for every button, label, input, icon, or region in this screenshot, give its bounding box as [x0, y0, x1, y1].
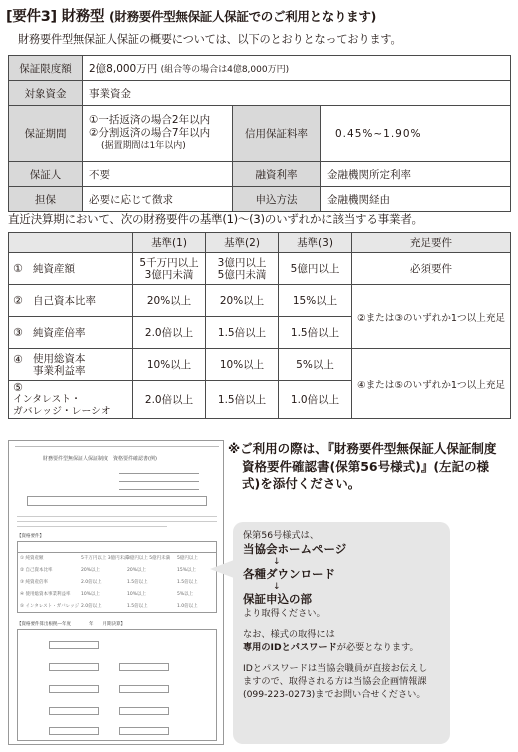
purpose-value: 事業資金: [83, 81, 511, 106]
bubble-arrow-1: ↓: [273, 557, 281, 567]
bubble-apply-section: 保証申込の部: [243, 592, 312, 606]
req-fulfil-1: 必須要件: [352, 253, 511, 285]
req-row-1-label: 純資産額: [33, 263, 75, 275]
section-tag: [要件3]: [6, 9, 57, 25]
intro-text: 財務要件型無保証人保証の概要については、以下のとおりとなっております。: [18, 33, 402, 46]
thumb-row-3-c: 1.5倍以上: [177, 580, 198, 585]
req-row-3-c1: 2.0倍以上: [133, 317, 206, 349]
req-row-4-label: 使用総資本 事業利益率: [33, 352, 86, 377]
req-header-3: 基準(3): [279, 233, 352, 253]
guarantor-value: 不要: [83, 162, 233, 187]
usage-note: [228, 440, 516, 493]
thumb-calc-field-4: [49, 685, 99, 693]
req-header-1: 基準(1): [133, 233, 206, 253]
req-row-1-c2: 3億円以上 5億円未満: [206, 253, 279, 285]
bubble-id-password: 専用のIDとパスワード: [243, 642, 337, 653]
thumb-row-1-b: 3億円以上 5億円未満: [127, 556, 171, 561]
limit-note: (組合等の場合は4億8,000万円): [160, 64, 290, 75]
term-line-1: ①一括返済の場合2年以内: [89, 114, 211, 126]
form-thumbnail: [8, 440, 224, 745]
section-title: [6, 5, 376, 26]
req-row-4-c1: 10%以上: [133, 349, 206, 381]
thumb-row-1-no: ①: [20, 556, 25, 561]
usage-note-line-3: 式)を添付ください。: [242, 476, 361, 491]
thumb-calc-field-8: [49, 727, 99, 735]
method-label: 申込方法: [233, 187, 321, 212]
thumb-text-line-3: [17, 526, 167, 527]
thumb-row-4-no: ④: [20, 592, 25, 597]
overview-table: [8, 55, 511, 212]
thumb-row-5-a: 2.0倍以上: [81, 604, 102, 609]
req-row-5-no: ⑤: [13, 381, 23, 394]
req-row-1-name: [9, 253, 133, 285]
req-row-1-no: ①: [13, 262, 23, 275]
term-line-3: (据置期間は1年以内): [101, 141, 186, 151]
req-row-2-name: [9, 285, 133, 317]
thumb-row-2-a: 20%以上: [81, 568, 101, 573]
thumb-req-header-line: [17, 552, 217, 553]
rate-label: 信用保証料率: [233, 106, 321, 162]
requirements-table: [8, 232, 511, 419]
bubble-homepage: 当協会ホームページ: [243, 542, 347, 556]
thumb-row-5-c: 1.0倍以上: [177, 604, 198, 609]
req-row-3-c3: 1.5倍以上: [279, 317, 352, 349]
req-header-blank: [9, 233, 133, 253]
thumb-row-4-name: 使用総資本事業利益率: [25, 592, 71, 597]
thumb-row-4-a: 10%以上: [81, 592, 101, 597]
req-row-5-label: インタレスト・ ガバレッジ・レーシオ: [13, 394, 111, 417]
purpose-label: 対象資金: [9, 81, 83, 106]
thumb-calc-field-7: [119, 707, 169, 715]
req-row-4-no: ④: [13, 352, 23, 366]
thumb-row-1-c: 5億円以上: [177, 556, 198, 561]
req-row-3-name: [9, 317, 133, 349]
thumb-header-line: [15, 446, 219, 447]
thumb-row-4-b: 10%以上: [127, 592, 147, 597]
bubble-tail: [210, 560, 234, 578]
bubble-line-4: が必要となります。: [336, 642, 419, 653]
bubble-line-7: (099-223-0273)までお問い合せください。: [243, 689, 426, 700]
bubble-arrow-2: ↓: [273, 582, 281, 592]
thumb-row-2-b: 20%以上: [127, 568, 147, 573]
req-row-5-c3: 1.0倍以上: [279, 381, 352, 419]
bubble-line-6: ますので、取得される方は当協会企画情報課: [243, 676, 427, 687]
req-fulfil-2: ②または③のいずれか1つ以上充足: [352, 285, 511, 349]
thumb-row-1-a: 5千万円以上 3億円未満: [81, 556, 129, 561]
thumb-calc-field-5: [119, 685, 169, 693]
req-row-4-name: [9, 349, 133, 381]
collateral-value: 必要に応じて徴求: [83, 187, 233, 212]
limit-cell: [83, 56, 511, 81]
thumb-row-3-name: 純資産倍率: [25, 580, 48, 585]
thumb-line-a: [119, 473, 199, 474]
thumb-title: 財務要件型無保証人保証制度 資格要件確認書(例): [43, 456, 157, 462]
requirements-lead: 直近決算期において、次の財務要件の基準(1)～(3)のいずれかに該当する事業者。: [8, 212, 423, 226]
thumb-calc-field-3: [119, 663, 169, 671]
limit-value: 2億8,000万円: [89, 62, 158, 75]
thumb-section-2: 【資格要件算出根拠―年度 年 月期決算】: [17, 622, 125, 627]
req-header-4: 充足要件: [352, 233, 511, 253]
method-value: 金融機関経由: [321, 187, 511, 212]
req-header-2: 基準(2): [206, 233, 279, 253]
bubble-line-1: 保第56号様式は、: [243, 530, 320, 541]
thumb-text-line-2: [17, 521, 217, 522]
thumb-line-b: [119, 481, 199, 482]
term-cell: [83, 106, 233, 162]
thumb-row-2-no: ②: [20, 568, 25, 573]
term-line-2: ②分割返済の場合7年以内: [89, 127, 211, 139]
bubble-download: 各種ダウンロード: [243, 567, 335, 581]
info-bubble: [233, 522, 450, 744]
thumb-calc-field-2: [49, 663, 99, 671]
req-row-4-c3: 5%以上: [279, 349, 352, 381]
thumb-row-3-a: 2.0倍以上: [81, 580, 102, 585]
section-name: 財務型: [61, 9, 105, 25]
thumb-row-5-no: ⑤: [20, 604, 25, 609]
loanrate-value: 金融機関所定利率: [321, 162, 511, 187]
loanrate-label: 融資利率: [233, 162, 321, 187]
rate-value: 0.45%~1.90%: [321, 106, 511, 162]
req-row-3-label: 純資産倍率: [33, 327, 86, 339]
thumb-calc-box: [17, 629, 217, 741]
thumb-calc-field-9: [119, 727, 169, 735]
req-row-1-c3: 5億円以上: [279, 253, 352, 285]
thumb-line-c: [119, 489, 199, 490]
req-row-5-name: [9, 381, 133, 419]
req-row-2-c2: 20%以上: [206, 285, 279, 317]
thumb-row-5-b: 1.5倍以上: [127, 604, 148, 609]
req-row-2-label: 自己資本比率: [33, 295, 96, 307]
req-row-2-c1: 20%以上: [133, 285, 206, 317]
thumb-calc-field-1: [49, 641, 99, 649]
bubble-line-5: IDとパスワードは当協会職員が直接お伝えし: [243, 663, 428, 674]
bubble-line-2: より取得ください。: [243, 608, 326, 619]
collateral-label: 担保: [9, 187, 83, 212]
thumb-name-box: [27, 496, 207, 506]
req-row-2-c3: 15%以上: [279, 285, 352, 317]
thumb-row-4-c: 5%以上: [177, 592, 194, 597]
usage-note-line-2: 資格要件確認書(保第56号様式)』(左記の様: [242, 458, 490, 474]
req-row-2-no: ②: [13, 294, 23, 307]
thumb-row-3-no: ③: [20, 580, 25, 585]
req-fulfil-3: ④または⑤のいずれか1つ以上充足: [352, 349, 511, 419]
thumb-row-1-name: 純資産額: [25, 556, 44, 561]
thumb-text-line-1: [17, 516, 217, 517]
req-row-4-c2: 10%以上: [206, 349, 279, 381]
req-row-5-c2: 1.5倍以上: [206, 381, 279, 419]
req-row-3-c2: 1.5倍以上: [206, 317, 279, 349]
req-row-3-no: ③: [13, 326, 23, 339]
thumb-row-5-name: インタレスト・ガバレッジ: [25, 604, 80, 609]
thumb-row-2-c: 15%以上: [177, 568, 197, 573]
req-row-5-c1: 2.0倍以上: [133, 381, 206, 419]
section-subtitle: (財務要件型無保証人保証でのご利用となります): [108, 9, 376, 24]
usage-note-line-1: ※ご利用の際は、『財務要件型無保証人保証制度: [228, 441, 497, 456]
term-label: 保証期間: [9, 106, 83, 162]
thumb-section-1: 【資格要件】: [17, 534, 44, 539]
limit-label: 保証限度額: [9, 56, 83, 81]
bubble-line-3: なお、様式の取得には: [243, 629, 335, 640]
thumb-row-3-b: 1.5倍以上: [127, 580, 148, 585]
req-row-1-c1: 5千万円以上 3億円未満: [133, 253, 206, 285]
thumb-row-2-name: 自己資本比率: [25, 568, 53, 573]
guarantor-label: 保証人: [9, 162, 83, 187]
thumb-calc-field-6: [49, 707, 99, 715]
